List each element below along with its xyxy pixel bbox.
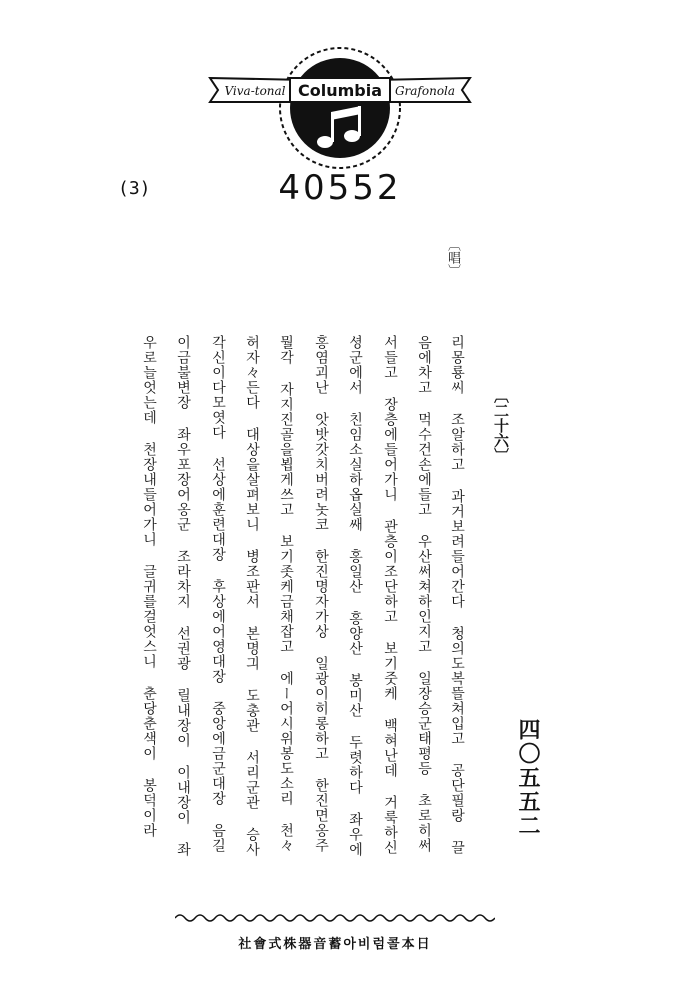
intro-mark: 〔唱〕 [445, 238, 460, 277]
lyric-line: 허자々든다 대상을살펴보니 병조판서 본명긔 도총관 서리군관 승사 [244, 335, 260, 857]
lyric-line: 서들고 장층에들어가니 관층이조단하고 보기줏케 백혀난데 거룩하신 [382, 335, 398, 855]
lyric-line: 이금불변장 좌우포장어옹군 조라차지 선권광 릴내장이 이내장이 좌 [175, 335, 191, 857]
track-number-text: 二十六 [492, 403, 510, 448]
record-number: 40552 [278, 168, 402, 208]
publisher-footer: 社會式株器音蓄아비럼콜本日 [238, 937, 432, 952]
logo-right-text: Grafonola [394, 84, 456, 98]
logo-left-text: Viva-tonal [224, 84, 286, 98]
track-number: 〔二十六〕 [492, 388, 510, 463]
intro-mark-text: 唱 [445, 251, 460, 264]
brand-name: Columbia [297, 81, 383, 100]
wave-divider [175, 912, 495, 924]
columbia-emblem [200, 40, 480, 170]
columbia-logo [200, 40, 480, 170]
emblem-disc [290, 58, 390, 158]
lyric-line: 우로늘엇는데 천장내들어가니 글귀를걸엇스니 춘당춘색이 봉덕이라 [141, 335, 157, 838]
lyric-line: 음에차고 먹수건손에들고 우산써쳐하인지고 일장승군태평등 초로히써 [416, 335, 432, 853]
lyric-line: 리몽룡씨 조알하고 과거보려들어간다 청의도복뜰쳐입고 공단필랑 끌 [449, 335, 465, 855]
lyric-line: 홍염괴난 앗밧갓치버려놋코 한진명자가상 일광이히롱하고 한진면옹주 [313, 335, 329, 853]
lyric-line: 셩군에서 친임소실하옵실쌔 홍일산 홍양산 봉미산 두렷하다 좌우에 [347, 335, 363, 857]
side-number: (3) [118, 178, 151, 199]
catalog-number-kanji: 四〇五五二 [515, 718, 540, 838]
lyric-line: 각신이다모엿다 선상에훈련대장 후상에어영대장 중앙에금군대장 음길 [210, 335, 226, 853]
lyric-line: 뭘각 자지진골을뵙게쓰고 보기좃케금채잡고 에ー어시위봉도소리 천々 [278, 335, 294, 853]
